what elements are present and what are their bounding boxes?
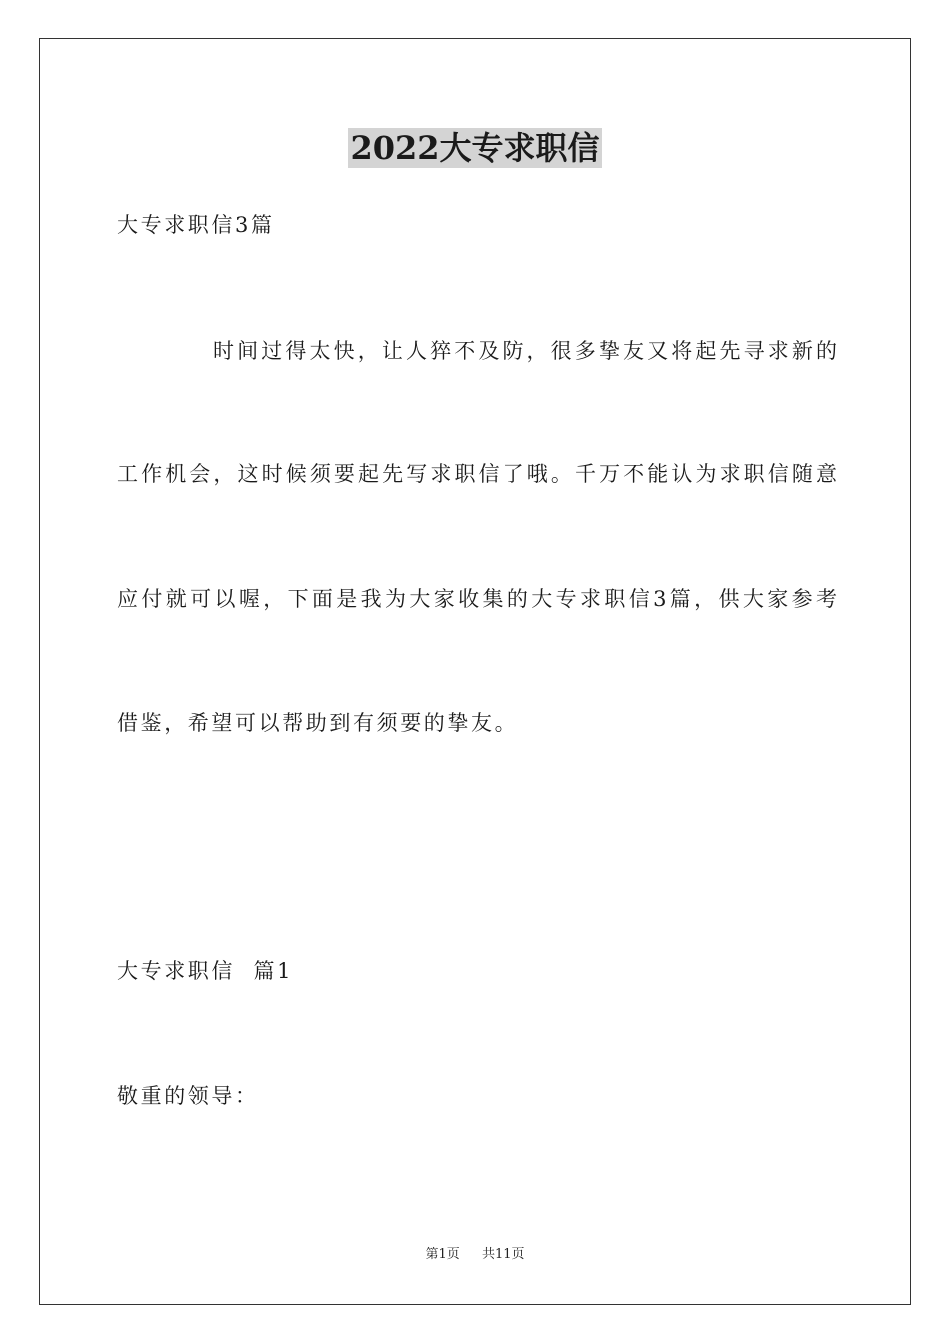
page-total: 共11页 xyxy=(482,1247,525,1262)
intro-line-1: 时间过得太快，让人猝不及防，很多挚友又将起先寻求新的 xyxy=(213,339,837,363)
section-heading: 大专求职信 篇1 xyxy=(117,959,294,983)
page-footer xyxy=(0,1246,950,1264)
intro-line-4: 借鉴，希望可以帮助到有须要的挚友。 xyxy=(117,711,519,735)
title-container xyxy=(0,128,950,168)
intro-line-2: 工作机会，这时候须要起先写求职信了哦。千万不能认为求职信随意 xyxy=(117,462,837,486)
document-title: 2022大专求职信 xyxy=(350,129,600,167)
intro-line-3: 应付就可以喔，下面是我为大家收集的大专求职信3篇，供大家参考 xyxy=(117,587,837,611)
salutation: 敬重的领导： xyxy=(117,1084,259,1108)
document-subtitle: 大专求职信3篇 xyxy=(117,213,275,237)
page-number: 第1页 xyxy=(425,1247,460,1262)
